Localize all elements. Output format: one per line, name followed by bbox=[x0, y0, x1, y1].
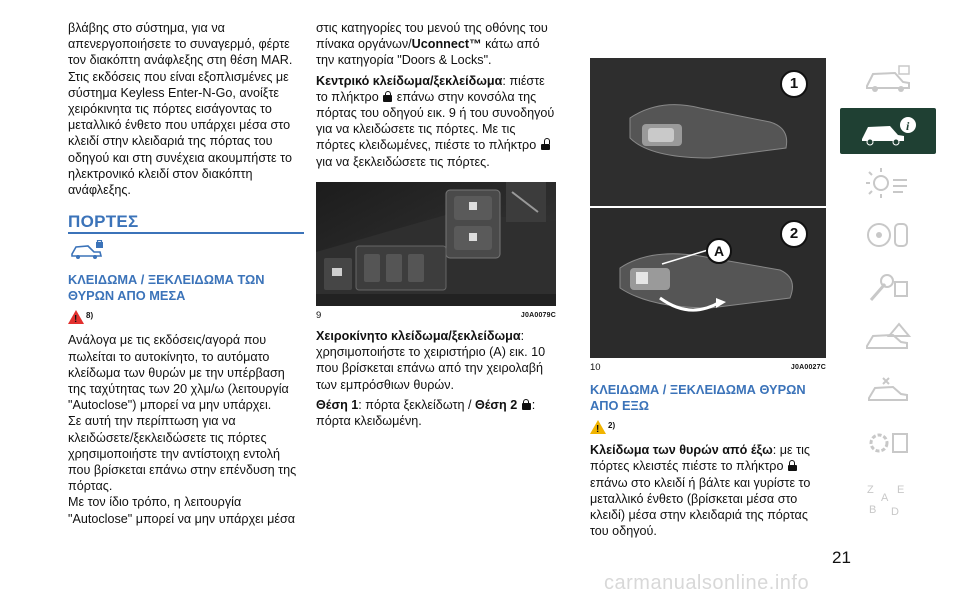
car-lock-icon bbox=[70, 240, 304, 262]
text: πιέστε το πλήκτρο bbox=[316, 73, 545, 104]
paragraph: Ανάλογα με τις εκδόσεις/αγορά που πωλείται το αυτοκίνητο, το αυτόματο κλείδωμα των θυρών με την υπέρβαση της ταχύτητας των 20 χλμ/ω (λειτουργία "Autoclose") μπορεί να μην υπάρχει. bbox=[68, 333, 289, 413]
alphabet-index-icon bbox=[863, 479, 913, 519]
text: : πόρτα κλειδωμένη. bbox=[316, 397, 536, 429]
text: : με τις πόρτες κλειστές πιέστε το πλήκτρο bbox=[590, 443, 811, 474]
paragraph bbox=[316, 20, 556, 69]
paragraph-manual-lock bbox=[316, 328, 556, 393]
subsection-title-inside: ΚΛΕΙΔΩΜΑ / ΞΕΚΛΕΙΔΩΜΑ ΤΩΝ ΘΥΡΩΝ ΑΠΟ ΜΕΣΑ bbox=[68, 272, 265, 304]
tab-lights[interactable] bbox=[840, 160, 936, 206]
tab-maintenance[interactable] bbox=[840, 368, 936, 414]
subsection-title-outside: ΚΛΕΙΔΩΜΑ / ΞΕΚΛΕΙΔΩΜΑ ΘΥΡΩΝ ΑΠΟ ΕΞΩ bbox=[590, 382, 806, 414]
warning-triangle-icon bbox=[68, 310, 84, 324]
text: για να ξεκλειδώσετε τις πόρτες. bbox=[316, 154, 490, 169]
warning-ref: 2) bbox=[608, 421, 616, 431]
callout-1: 1 bbox=[780, 70, 808, 98]
figure-number: 9 bbox=[316, 309, 322, 321]
tab-car-info[interactable] bbox=[840, 108, 936, 154]
column-middle bbox=[316, 20, 556, 429]
figure-9-image bbox=[316, 182, 556, 306]
svg-text:A: A bbox=[881, 492, 889, 504]
unlock-icon bbox=[541, 139, 550, 150]
lock-icon bbox=[522, 399, 531, 410]
warning-ref: 8) bbox=[86, 311, 94, 321]
callout-2: 2 bbox=[780, 220, 808, 248]
figure-10-image bbox=[590, 58, 826, 358]
text: στις κατηγορίες του μενού της οθόνης του πίνακα οργάνων/ bbox=[316, 21, 548, 52]
light-sun-icon bbox=[863, 166, 913, 200]
svg-text:i: i bbox=[906, 119, 910, 133]
lock-icon bbox=[788, 460, 797, 471]
page-number: 21 bbox=[832, 548, 851, 567]
figure-code: J0A0027C bbox=[790, 364, 826, 371]
tab-safety[interactable] bbox=[840, 212, 936, 258]
external-lock-label: Κλείδωμα των θυρών από έξω bbox=[590, 443, 773, 458]
text: : χρησιμοποιήστε το χειριστήριο (A) εικ. 10 που βρίσκεται επάνω από την χειρολαβή των εμπρόσθιων θυρών. bbox=[316, 329, 546, 392]
paragraph: Με τον ίδιο τρόπο, η λειτουργία "Autoclose" μπορεί να μην υπάρχει μέσα bbox=[68, 495, 296, 526]
car-safety-icon bbox=[863, 218, 913, 252]
column-left bbox=[68, 20, 304, 527]
car-dashboard-icon bbox=[863, 64, 913, 94]
callout-a: A bbox=[706, 238, 732, 264]
text: κάτω από την κατηγορία "Doors & Locks". bbox=[316, 37, 540, 68]
text: επάνω στο κλειδί ή βάλτε και γυρίστε το μεταλλικό ένθετο (βρίσκεται μέσα στο κλειδί) μέσα στην κλειδαριά της πόρτας του οδηγού. bbox=[590, 475, 811, 539]
tab-index[interactable] bbox=[840, 476, 936, 522]
section-title: ΠΟΡΤΕΣ bbox=[68, 212, 139, 232]
figure-number: 10 bbox=[590, 362, 601, 373]
figure-9-caption bbox=[316, 308, 556, 324]
central-lock-label: Κεντρικό κλείδωμα/ξεκλείδωμα bbox=[316, 73, 503, 88]
text: επάνω στην κονσόλα της πόρτας του οδηγού εικ. 9 ή του συνοδηγού για να κλειδώσετε τις πόρτες. Με τις πόρτες κλειδωμένες, πιέστε το πλήκτρο bbox=[316, 89, 555, 153]
text: : πόρτα ξεκλείδωτη / bbox=[358, 397, 475, 412]
paragraph: Σε αυτή την περίπτωση για να κλειδώσετε/ξεκλειδώσετε τις πόρτες χρησιμοποιήστε την αντίστοιχη εντολή που βρίσκεται επάνω στην επένδυση της πόρτας. bbox=[68, 414, 297, 494]
svg-text:B: B bbox=[869, 504, 877, 516]
wrench-service-icon bbox=[863, 270, 913, 304]
paragraph-external-lock bbox=[590, 442, 826, 539]
intro-paragraph: βλάβης στο σύστημα, για να απενεργοποιήσετε το συναγερμό, φέρτε τον διακόπτη ανάφλεξης στη θέση MAR. Στις εκδόσεις που είναι εξοπλισμένες με σύστημα Keyless Enter-N-Go, ανοίξτε χειρόκινητα τις πόρτες εισάγοντας το μεταλλικό ένθετο που υπάρχει μέσα στο κλειδί στην κλειδαριά της πόρτας του οδηγού και στη συνέχεια ακουμπήστε το ηλεκτρονικό κλειδί στον διακόπτη ανάφλεξης. bbox=[68, 21, 293, 198]
tab-specs[interactable] bbox=[840, 420, 936, 466]
paragraph-positions bbox=[316, 397, 556, 429]
svg-text:Z: Z bbox=[867, 484, 874, 496]
section-rule bbox=[68, 232, 304, 234]
watermark: carmanualsonline.info bbox=[604, 572, 810, 594]
tab-car-dashboard[interactable] bbox=[840, 56, 936, 102]
position-1-label: Θέση 1 bbox=[316, 397, 359, 412]
gear-nav-icon bbox=[863, 426, 913, 460]
figure-code: J0A0079C bbox=[520, 311, 556, 319]
tab-emergency[interactable] bbox=[840, 316, 936, 362]
chapter-tabs bbox=[840, 56, 936, 536]
warning-marker bbox=[68, 310, 304, 328]
svg-text:D: D bbox=[891, 506, 899, 518]
paragraph-central-lock: Κεντρικό κλείδωμα/ξεκλείδωμα: πιέστε το πλήκτρο επάνω στην κονσόλα της πόρτας του οδηγού εικ. 9 ή του συνοδηγού για να κλειδώσετε τις πόρτες. Με τις πόρτες κλειδωμένες, πιέστε το πλήκτρο για να ξεκλειδώσετε τις πόρτες. bbox=[316, 73, 555, 169]
manual-lock-label: Χειροκίνητο κλείδωμα/ξεκλείδωμα bbox=[316, 329, 521, 344]
car-info-icon bbox=[858, 115, 918, 147]
position-2-label: Θέση 2 bbox=[474, 397, 518, 412]
car-tools-icon bbox=[863, 374, 913, 408]
lock-icon bbox=[383, 91, 392, 102]
uconnect-label: Uconnect™ bbox=[411, 37, 482, 52]
column-right bbox=[590, 58, 826, 539]
warning-marker bbox=[590, 420, 826, 438]
warning-car-icon bbox=[863, 322, 913, 356]
figure-10-caption bbox=[590, 360, 826, 376]
warning-triangle-icon bbox=[590, 420, 606, 434]
svg-text:E: E bbox=[897, 484, 905, 496]
tab-service[interactable] bbox=[840, 264, 936, 310]
